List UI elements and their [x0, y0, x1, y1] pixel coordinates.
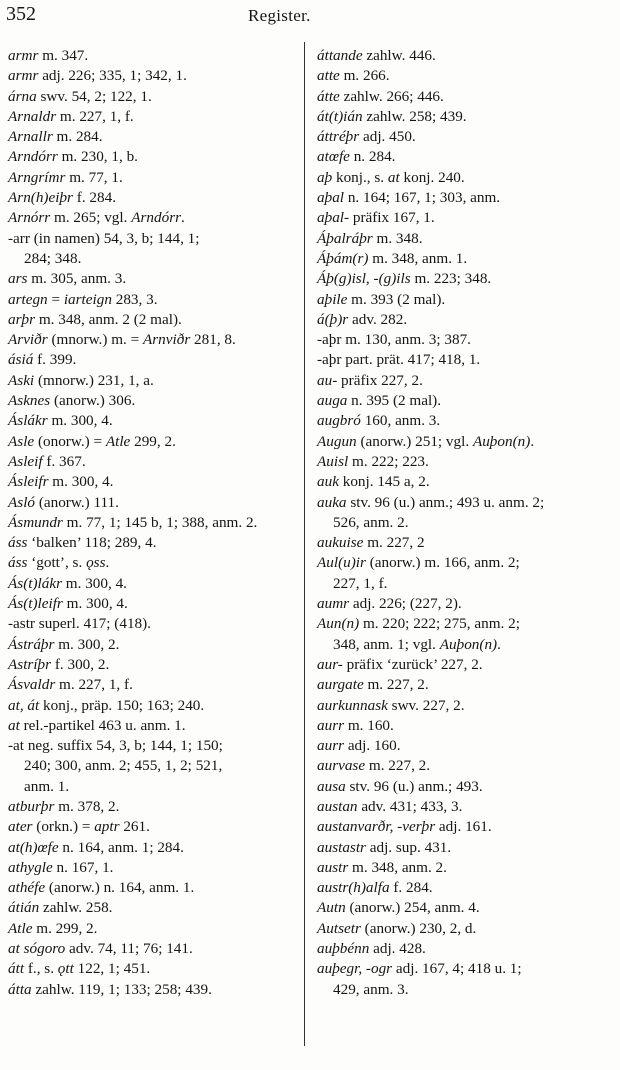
entry-text: (mnorw.) 231, 1, a. [34, 371, 154, 389]
index-entry [8, 716, 295, 736]
entry-text: konj. 145 a, 2. [338, 473, 430, 491]
entry-text: m. 227, 2 [363, 534, 425, 552]
index-entry [8, 898, 295, 918]
headword: ater [8, 818, 33, 836]
index-entry [8, 208, 295, 228]
index-entry [317, 777, 617, 797]
entry-text: m. 77, 1; 145 b, 1; 388, anm. 2. [62, 513, 258, 531]
headword: Arnviðr [142, 331, 191, 349]
headword: iarteign [63, 290, 112, 308]
entry-text: adj. 160. [344, 737, 401, 755]
entry-text: m. 305, anm. 3. [27, 270, 127, 288]
headword: at sógoro [8, 940, 66, 958]
headword: Asleif [8, 452, 43, 470]
entry-text: adv. 74, 11; 76; 141. [65, 940, 193, 958]
index-entry [317, 147, 617, 167]
headword: ars [8, 270, 28, 288]
headword: aþal- [317, 209, 350, 227]
entry-text: f., s. [24, 960, 58, 978]
index-entry [8, 594, 295, 614]
entry-text: m. 265; vgl. [50, 209, 132, 227]
headword: Arviðr [8, 331, 48, 349]
headword: athygle [8, 858, 53, 876]
index-entry [8, 66, 295, 86]
entry-text: m. 348, anm. 2 (2 mal). [35, 310, 182, 328]
index-entry [317, 493, 617, 513]
entry-text: (anorw.) 111. [35, 493, 119, 511]
index-entry [8, 168, 295, 188]
index-entry [8, 980, 295, 1000]
entry-text: 284; 348. [24, 249, 82, 267]
headword: Atle [105, 432, 131, 450]
entry-text: m. 299, 2. [32, 919, 98, 937]
headword: Asle [8, 432, 35, 450]
index-entry [8, 675, 295, 695]
index-entry [317, 107, 617, 127]
headword: Asknes [8, 392, 51, 410]
headword: Áþám(r) [317, 249, 369, 267]
headword: Autsetr [317, 919, 361, 937]
headword: aþile [317, 290, 348, 308]
entry-text: m. 160. [344, 716, 394, 734]
entry-text: m. 284. [52, 128, 103, 146]
entry-text: n. 167, 1. [52, 858, 114, 876]
headword: austr(h)alfa [317, 879, 390, 897]
headword: at [8, 716, 20, 734]
index-entry [317, 452, 617, 472]
entry-text: adj. sup. 431. [365, 838, 452, 856]
index-entry [317, 696, 617, 716]
headword: Ástráþr [8, 635, 55, 653]
index-entry [8, 87, 295, 107]
index-entry [8, 797, 295, 817]
index-entry [8, 330, 295, 350]
index-entry [317, 168, 617, 188]
headword: aukuise [317, 534, 364, 552]
entry-text: 299, 2. [130, 432, 176, 450]
index-entry [8, 391, 295, 411]
index-entry [8, 878, 295, 898]
headword: athéfe [8, 879, 46, 897]
headword: Aun(n) [317, 615, 360, 633]
entry-text: f. 399. [33, 351, 77, 369]
headword: at [387, 168, 400, 186]
entry-text: 240; 300, anm. 2; 455, 1, 2; 521, [24, 757, 223, 775]
right-column [317, 46, 617, 1000]
headword: at, át [8, 696, 40, 714]
index-entry [8, 959, 295, 979]
headword: Arnórr [8, 209, 51, 227]
entry-text: m. 300, 4. [47, 412, 113, 430]
entry-text: m. 348, anm. 2. [348, 858, 447, 876]
headword: átte [317, 87, 340, 105]
entry-text: 261. [119, 818, 150, 836]
index-entry [317, 838, 617, 858]
entry-text: adv. 282. [348, 310, 408, 328]
entry-text: 429, anm. 3. [333, 980, 409, 998]
headword: at(h)œfe [8, 838, 59, 856]
index-entry [8, 290, 295, 310]
index-entry [8, 756, 295, 776]
entry-text: zahlw. 258. [39, 899, 113, 917]
entry-text: rel.-partikel 463 u. anm. 1. [19, 716, 186, 734]
headword: á(þ)r [317, 310, 349, 328]
index-entry [8, 696, 295, 716]
index-entry [317, 411, 617, 431]
headword: Arngrímr [8, 168, 66, 186]
headword: Astríþr [8, 655, 52, 673]
entry-text: . [530, 432, 535, 450]
index-entry [317, 66, 617, 86]
entry-text: 160, anm. 3. [360, 412, 441, 430]
index-entry [8, 411, 295, 431]
headword: ǫss [86, 554, 106, 572]
headword: atburþr [8, 797, 55, 815]
page-title: Register. [248, 6, 311, 25]
index-entry [8, 533, 295, 553]
headword: árna [8, 87, 37, 105]
entry-text: . [497, 635, 501, 653]
entry-text: -astr superl. 417; (418). [8, 615, 151, 633]
entry-text: m. 77, 1. [65, 168, 123, 186]
entry-text: m. 227, 2. [365, 757, 431, 775]
headword: aur- [317, 655, 343, 673]
entry-text: f. 300, 2. [51, 655, 110, 673]
index-entry [8, 46, 295, 66]
entry-text: m. 227, 2. [363, 676, 429, 694]
index-entry [317, 655, 617, 675]
headword: austanvarðr, -verþr [317, 818, 436, 836]
index-entry [8, 939, 295, 959]
headword: Arnaldr [8, 107, 57, 125]
entry-text: m. 230, 1, b. [57, 148, 138, 166]
headword: Autn [317, 899, 346, 917]
entry-text: . [105, 554, 110, 572]
index-entry [8, 107, 295, 127]
index-entry [8, 371, 295, 391]
index-entry [317, 878, 617, 898]
entry-text: adj. 450. [359, 128, 416, 146]
headword: Arndórr [8, 148, 58, 166]
entry-text: m. 220; 222; 275, anm. 2; [359, 615, 520, 633]
index-entry [317, 533, 617, 553]
index-entry [317, 858, 617, 878]
index-entry [317, 817, 617, 837]
index-entry [317, 756, 617, 776]
index-entry [317, 229, 617, 249]
headword: Auþon(n) [439, 635, 498, 653]
entry-text: f. 284. [389, 879, 433, 897]
headword: Ás(t)leifr [8, 595, 63, 613]
index-entry [317, 208, 617, 228]
headword: armr [8, 47, 39, 64]
index-entry [317, 432, 617, 452]
headword: auk [317, 473, 339, 491]
entry-text: m. 222; 223. [348, 452, 429, 470]
entry-text: (anorw.) 251; vgl. [356, 432, 473, 450]
headword: Ás(t)lákr [8, 574, 62, 592]
headword: át(t)ián [317, 107, 363, 125]
entry-text: -at neg. suffix 54, 3, b; 144, 1; 150; [8, 737, 223, 755]
entry-text: konj. 240. [399, 168, 465, 186]
entry-text: -aþr part. prät. 417; 418, 1. [317, 351, 481, 369]
headword: aurgate [317, 676, 364, 694]
entry-text: ‘balken’ 118; 289, 4. [27, 534, 157, 552]
entry-text: (anorw.) 230, 2, d. [360, 919, 477, 937]
headword: austastr [317, 838, 366, 856]
headword: augbró [317, 412, 361, 430]
index-entry [8, 574, 295, 594]
headword: atte [317, 67, 340, 85]
headword: armr [8, 67, 39, 85]
index-entry [8, 188, 295, 208]
index-entry [8, 493, 295, 513]
headword: áss [8, 534, 28, 552]
index-entry [8, 736, 295, 756]
entry-text: anm. 1. [24, 777, 70, 795]
headword: Ásmundr [8, 513, 63, 531]
entry-text: 122, 1; 451. [73, 960, 151, 978]
headword: Ásleifr [8, 473, 49, 491]
entry-text: (anorw.) n. 164, anm. 1. [45, 879, 195, 897]
headword: áttréþr [317, 128, 360, 146]
headword: ǫtt [57, 960, 74, 978]
index-entry [317, 635, 617, 655]
index-entry [8, 553, 295, 573]
entry-text: (onorw.) = [34, 432, 106, 450]
entry-text: m. 348, anm. 1. [368, 249, 468, 267]
entry-text: konj., s. [332, 168, 388, 186]
headword: arþr [8, 310, 36, 328]
entry-text: n. 284. [349, 148, 396, 166]
entry-text: zahlw. 258; 439. [362, 107, 467, 125]
headword: aumr [317, 595, 350, 613]
index-entry [317, 797, 617, 817]
headword: auka [317, 493, 347, 511]
headword: artegn [8, 290, 48, 308]
headword: Ásvaldr [8, 676, 56, 694]
entry-text: adj. 161. [435, 818, 492, 836]
entry-text: präfix 167, 1. [349, 209, 435, 227]
entry-text: (anorw.) 306. [50, 392, 136, 410]
entry-text: konj., präp. 150; 163; 240. [39, 696, 205, 714]
entry-text: swv. 227, 2. [387, 696, 465, 714]
index-entry [317, 391, 617, 411]
headword: aurr [317, 737, 345, 755]
entry-text: zahlw. 266; 446. [339, 87, 444, 105]
index-entry [8, 513, 295, 533]
headword: Aul(u)ir [317, 554, 366, 572]
entry-text: stv. 96 (u.) anm.; 493. [345, 777, 483, 795]
headword: átta [8, 980, 32, 998]
entry-text: -arr (in namen) 54, 3, b; 144, 1; [8, 229, 200, 247]
index-entry [8, 147, 295, 167]
headword: áss [8, 554, 28, 572]
index-entry [317, 371, 617, 391]
headword: átt [8, 960, 25, 978]
entry-text: adj. 428. [369, 940, 426, 958]
entry-text: zahlw. 119, 1; 133; 258; 439. [31, 980, 212, 998]
entry-text: = [47, 290, 64, 308]
entry-text: -aþr m. 130, anm. 3; 387. [317, 331, 471, 349]
index-entry [8, 817, 295, 837]
entry-text: 526, anm. 2. [333, 513, 409, 531]
headword: Arn(h)eiþr [8, 189, 73, 207]
index-entry [317, 675, 617, 695]
entry-text: zahlw. 446. [362, 47, 436, 64]
index-entry [317, 249, 617, 269]
index-entry [8, 229, 295, 249]
entry-text: m. 227, 1, f. [56, 107, 134, 125]
headword: Arndórr [131, 209, 182, 227]
index-entry [317, 290, 617, 310]
entry-text: n. 164, anm. 1; 284. [58, 838, 184, 856]
index-entry [317, 350, 617, 370]
entry-text: adj. 226; 335, 1; 342, 1. [38, 67, 187, 85]
index-entry [8, 269, 295, 289]
headword: auþegr, -ogr [317, 960, 393, 978]
entry-text: präfix 227, 2. [337, 371, 423, 389]
index-entry [8, 614, 295, 634]
entry-text: (orkn.) = [32, 818, 95, 836]
entry-text: n. 395 (2 mal). [347, 392, 442, 410]
headword: Áþalráþr [317, 229, 373, 247]
entry-text: m. 347. [38, 47, 89, 64]
headword: aurkunnask [317, 696, 388, 714]
entry-text: adj. 167, 4; 418 u. 1; [392, 960, 522, 978]
index-entry [317, 472, 617, 492]
headword: ásiá [8, 351, 34, 369]
entry-text: präfix ‘zurück’ 227, 2. [342, 655, 483, 673]
index-entry [317, 919, 617, 939]
headword: Aski [8, 371, 35, 389]
index-entry [8, 919, 295, 939]
index-entry [317, 46, 617, 66]
index-entry [8, 310, 295, 330]
headword: Asló [8, 493, 36, 511]
index-entry [8, 838, 295, 858]
headword: aþ [317, 168, 333, 186]
entry-text: adj. 226; (227, 2). [349, 595, 462, 613]
index-entry [317, 614, 617, 634]
headword: Augun [317, 432, 357, 450]
index-entry [317, 959, 617, 979]
index-entry [317, 980, 617, 1000]
entry-text: m. 300, 4. [48, 473, 114, 491]
index-entry [8, 452, 295, 472]
headword: áttande [317, 47, 363, 64]
index-entry [8, 858, 295, 878]
headword: Atle [8, 919, 33, 937]
page-number: 352 [6, 3, 36, 25]
index-entry [8, 350, 295, 370]
entry-text: m. 300, 4. [62, 574, 127, 592]
entry-text: m. 348. [372, 229, 423, 247]
headword: Áslákr [8, 412, 48, 430]
index-entry [8, 635, 295, 655]
entry-text: m. 378, 2. [54, 797, 120, 815]
index-entry [8, 655, 295, 675]
index-entry [317, 87, 617, 107]
index-entry [317, 269, 617, 289]
entry-text: stv. 96 (u.) anm.; 493 u. anm. 2; [346, 493, 545, 511]
entry-text: n. 164; 167, 1; 303, anm. [344, 189, 501, 207]
entry-text: f. 284. [72, 189, 116, 207]
entry-text: f. 367. [42, 452, 86, 470]
entry-text: (anorw.) 254, anm. 4. [345, 899, 480, 917]
entry-text: 281, 8. [190, 331, 236, 349]
entry-text: m. 223; 348. [410, 270, 492, 288]
entry-text: (anorw.) m. 166, anm. 2; [365, 554, 520, 572]
index-entry [317, 716, 617, 736]
headword: aþal [317, 189, 345, 207]
index-entry [317, 188, 617, 208]
headword: auþbénn [317, 940, 370, 958]
index-entry [317, 513, 617, 533]
index-entry [317, 939, 617, 959]
headword: aptr [94, 818, 120, 836]
headword: ausa [317, 777, 346, 795]
entry-text: 227, 1, f. [333, 574, 388, 592]
index-entry [317, 594, 617, 614]
headword: Auþon(n) [472, 432, 531, 450]
headword: átián [8, 899, 40, 917]
index-entry [317, 553, 617, 573]
column-divider [304, 42, 305, 1046]
index-entry [317, 898, 617, 918]
entry-text: . [181, 209, 185, 227]
index-entry [8, 249, 295, 269]
index-entry [317, 736, 617, 756]
headword: Arnallr [8, 128, 53, 146]
entry-text: m. 300, 4. [62, 595, 128, 613]
headword: aurvase [317, 757, 366, 775]
entry-text: 283, 3. [111, 290, 158, 308]
entry-text: m. 227, 1, f. [55, 676, 133, 694]
left-column [8, 46, 295, 1000]
index-entry [8, 472, 295, 492]
headword: austan [317, 797, 358, 815]
headword: auga [317, 392, 348, 410]
index-entry [317, 127, 617, 147]
headword: austr [317, 858, 349, 876]
index-entry [8, 127, 295, 147]
index-entry [8, 777, 295, 797]
headword: au- [317, 371, 338, 389]
index-entry [317, 310, 617, 330]
headword: aurr [317, 716, 345, 734]
headword: Áþ(g)isl, -(g)ils [317, 270, 411, 288]
index-entry [317, 330, 617, 350]
headword: Auisl [317, 452, 349, 470]
entry-text: 348, anm. 1; vgl. [333, 635, 440, 653]
entry-text: m. 300, 2. [54, 635, 120, 653]
index-entry [317, 574, 617, 594]
entry-text: (mnorw.) m. = [47, 331, 143, 349]
headword: atœfe [317, 148, 350, 166]
index-entry [8, 432, 295, 452]
entry-text: m. 266. [339, 67, 390, 85]
entry-text: adv. 431; 433, 3. [357, 797, 463, 815]
entry-text: ‘gott’, s. [27, 554, 87, 572]
entry-text: m. 393 (2 mal). [347, 290, 446, 308]
entry-text: swv. 54, 2; 122, 1. [36, 87, 152, 105]
